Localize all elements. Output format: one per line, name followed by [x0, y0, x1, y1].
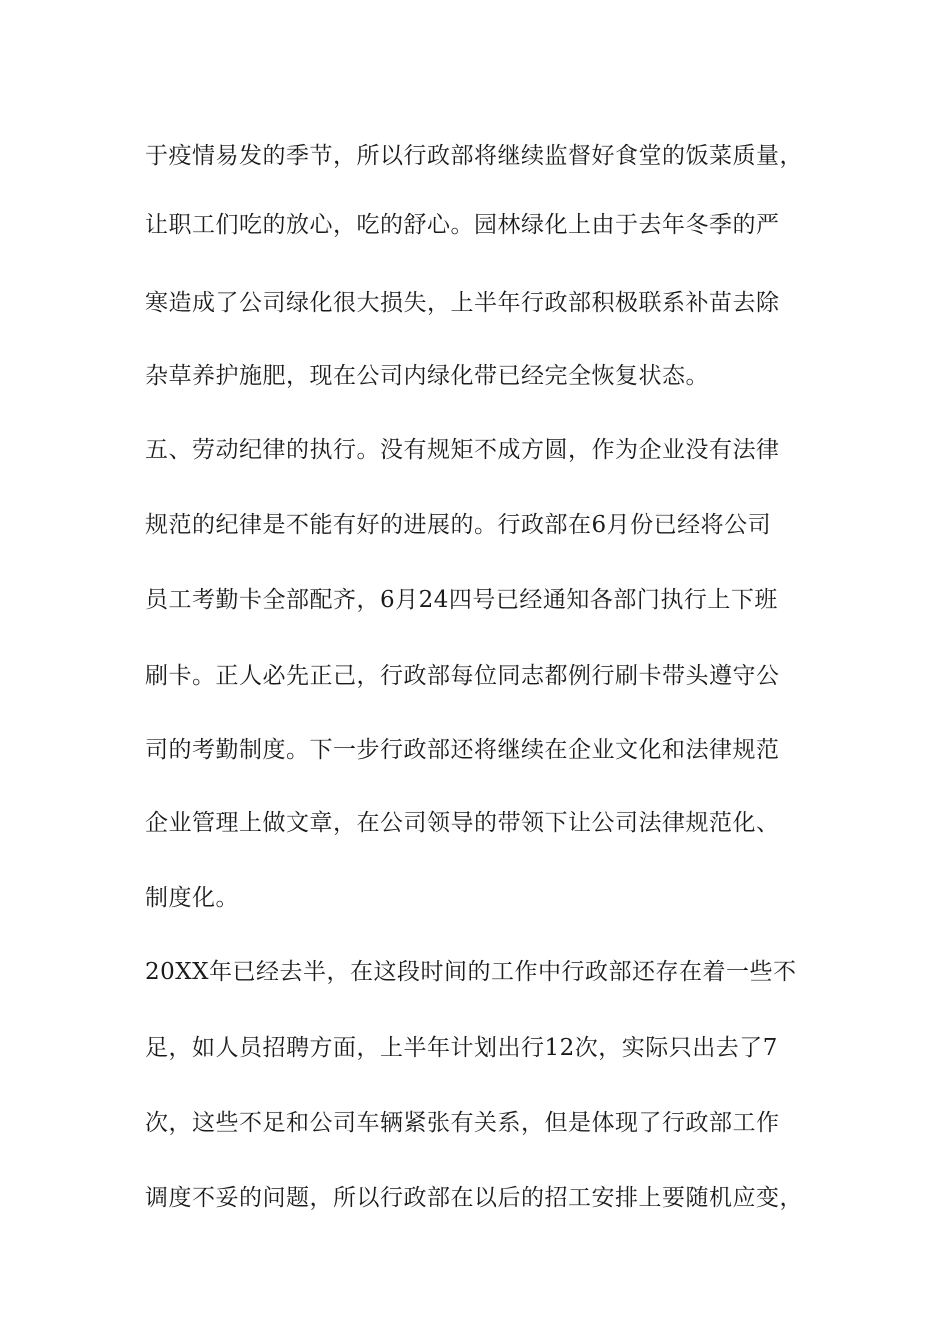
text-line: 员工考勤卡全部配齐，6月24四号已经通知各部门执行上下班	[145, 587, 778, 613]
text-line: 20XX年已经去半，在这段时间的工作中行政部还存在着一些不	[145, 959, 797, 985]
text-line: 杂草养护施肥，现在公司内绿化带已经完全恢复状态。	[145, 363, 709, 389]
text-line: 足，如人员招聘方面，上半年计划出行12次，实际只出去了7	[145, 1035, 778, 1061]
text-line: 司的考勤制度。下一步行政部还将继续在企业文化和法律规范	[145, 737, 780, 763]
text-line: 规范的纪律是不能有好的进展的。行政部在6月份已经将公司	[145, 512, 772, 538]
text-line: 制度化。	[145, 885, 239, 911]
text-line: 次，这些不足和公司车辆紧张有关系，但是体现了行政部工作	[145, 1110, 780, 1136]
text-line: 五、劳动纪律的执行。没有规矩不成方圆，作为企业没有法律	[145, 437, 780, 463]
text-line: 于疫情易发的季节，所以行政部将继续监督好食堂的饭菜质量，	[145, 143, 803, 169]
text-line: 刷卡。正人必先正己，行政部每位同志都例行刷卡带头遵守公	[145, 663, 780, 689]
text-line: 调度不妥的问题，所以行政部在以后的招工安排上要随机应变，	[145, 1185, 803, 1211]
text-line: 寒造成了公司绿化很大损失，上半年行政部积极联系补苗去除	[145, 290, 780, 316]
text-line: 企业管理上做文章，在公司领导的带领下让公司法律规范化、	[145, 810, 780, 836]
text-line: 让职工们吃的放心，吃的舒心。园林绿化上由于去年冬季的严	[145, 212, 780, 238]
